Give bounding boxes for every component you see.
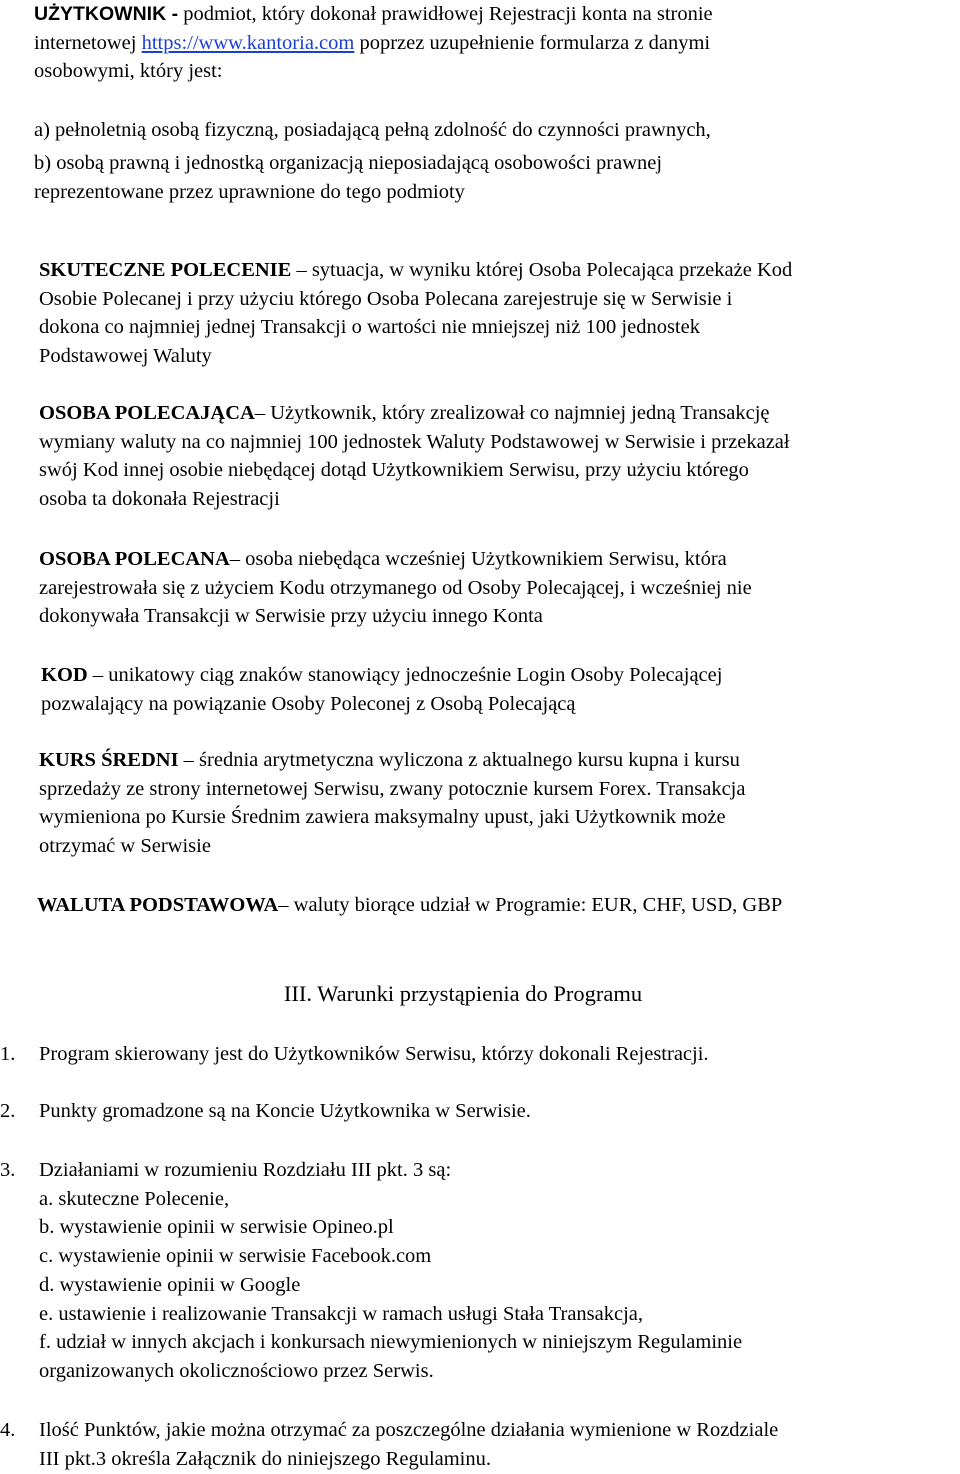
def-text: internetowej: [34, 31, 142, 54]
list-line: a. skuteczne Polecenie,: [39, 1187, 230, 1210]
list-line: f. udział w innych akcjach i konkursach niewymienionych w niniejszym Regulaminie: [39, 1331, 743, 1354]
list-item: [39, 1097, 939, 1126]
list-line: organizowanych okolicznościowo przez Serwis.: [39, 1359, 434, 1382]
list-number: 3.: [0, 1159, 16, 1181]
definition-waluta-podstawowa: [37, 891, 957, 920]
list-line: b. wystawienie opinii w serwisie Opineo.pl: [39, 1216, 394, 1239]
def-line: pozwalający na powiązanie Osoby Poleconej z Osobą Polecającą: [41, 692, 576, 715]
def-line: OSOBA POLECAJĄCA– Użytkownik, który zrealizował co najmniej jedną Transakcję: [39, 402, 770, 424]
def-line: wymiany waluty na co najmniej 100 jednostek Waluty Podstawowej w Serwisie i przekazał: [39, 430, 790, 453]
def-line: [34, 29, 934, 58]
def-line: wymieniona po Kursie Średnim zawiera maksymalny upust, jaki Użytkownik może: [39, 806, 726, 829]
list-number: 1.: [0, 1043, 16, 1065]
list-item: [39, 1156, 939, 1386]
def-line: OSOBA POLECANA– osoba niebędąca wcześniej Użytkownikiem Serwisu, która: [39, 548, 727, 570]
def-line: SKUTECZNE POLECENIE – sytuacja, w wyniku której Osoba Polecająca przekaże Kod: [39, 259, 793, 281]
def-line: sprzedaży ze strony internetowej Serwisu, zwany potocznie kursem Forex. Transakcja: [39, 777, 746, 800]
def-line: otrzymać w Serwisie: [39, 835, 211, 858]
definition-term: UŻYTKOWNIK -: [34, 3, 179, 25]
definition-term: OSOBA POLECAJĄCA: [39, 402, 255, 424]
def-line: zarejestrowała się z użyciem Kodu otrzymanego od Osoby Polecającej, i wcześniej nie: [39, 576, 752, 599]
list-line: Program skierowany jest do Użytkowników Serwisu, którzy dokonali Rejestracji.: [39, 1043, 709, 1065]
def-line: KOD – unikatowy ciąg znaków stanowiący jednocześnie Login Osoby Polecającej: [41, 664, 723, 686]
list-line: Punkty gromadzone są na Koncie Użytkownika w Serwisie.: [39, 1100, 531, 1122]
def-line: osoba ta dokonała Rejestracji: [39, 488, 280, 511]
definition-uzytkownik: [34, 0, 934, 206]
definition-kod: [41, 661, 956, 718]
definition-osoba-polecajaca: [39, 399, 954, 514]
def-text: podmiot, który dokonał prawidłowej Rejestracji konta na stronie: [178, 3, 713, 25]
definition-term: WALUTA PODSTAWOWA: [37, 894, 279, 916]
definition-osoba-polecana: [39, 545, 954, 631]
def-line: KURS ŚREDNI – średnia arytmetyczna wyliczona z aktualnego kursu kupna i kursu: [39, 749, 740, 771]
def-text: poprzez uzupełnienie formularza z danymi: [354, 31, 711, 54]
def-line: osobowymi, który jest:: [34, 60, 223, 83]
def-item-a: a) pełnoletnią osobą fizyczną, posiadającą pełną zdolność do czynności prawnych,: [34, 119, 711, 142]
list-line: e. ustawienie i realizowanie Transakcji w ramach usługi Stała Transakcja,: [39, 1302, 644, 1325]
def-line: Osobie Polecanej i przy użyciu którego Osoba Polecana zarejestruje się w Serwisie i: [39, 287, 733, 310]
list-line: c. wystawienie opinii w serwisie Facebook.com: [39, 1245, 432, 1268]
def-line: [34, 0, 934, 29]
def-item-b-cont: reprezentowane przez uprawnione do tego podmioty: [34, 180, 465, 203]
def-line: dokonywała Transakcji w Serwisie przy użyciu innego Konta: [39, 605, 543, 628]
list-line: d. wystawienie opinii w Google: [39, 1273, 301, 1296]
definition-term: SKUTECZNE POLECENIE: [39, 259, 292, 281]
kantoria-link[interactable]: https://www.kantoria.com: [141, 31, 355, 54]
definition-term: OSOBA POLECANA: [39, 548, 230, 570]
list-line: Działaniami w rozumieniu Rozdziału III pkt. 3 są:: [39, 1159, 452, 1181]
list-item: [39, 1416, 939, 1473]
list-line: Ilość Punktów, jakie można otrzymać za poszczególne działania wymienione w Rozdziale: [39, 1419, 779, 1441]
list-number: 4.: [0, 1419, 16, 1441]
list-line: III pkt.3 określa Załącznik do niniejszego Regulaminu.: [39, 1447, 492, 1470]
definition-kurs-sredni: [39, 746, 954, 861]
def-line: WALUTA PODSTAWOWA– waluty biorące udział w Programie: EUR, CHF, USD, GBP: [37, 894, 783, 916]
definition-term: KOD: [41, 664, 88, 686]
def-line: swój Kod innej osobie niebędącej dotąd Użytkownikiem Serwisu, przy użyciu którego: [39, 459, 749, 482]
list-number: 2.: [0, 1100, 16, 1122]
definition-skuteczne-polecenie: [39, 256, 954, 371]
definition-term: KURS ŚREDNI: [39, 749, 179, 771]
list-item: [39, 1040, 939, 1069]
def-line: Podstawowej Waluty: [39, 345, 212, 368]
def-item-b: b) osobą prawną i jednostką organizacją nieposiadającą osobowości prawnej: [34, 151, 663, 174]
def-line: dokona co najmniej jednej Transakcji o wartości nie mniejszej niż 100 jednostek: [39, 316, 700, 339]
section-heading: III. Warunki przystąpienia do Programu: [283, 981, 643, 1006]
